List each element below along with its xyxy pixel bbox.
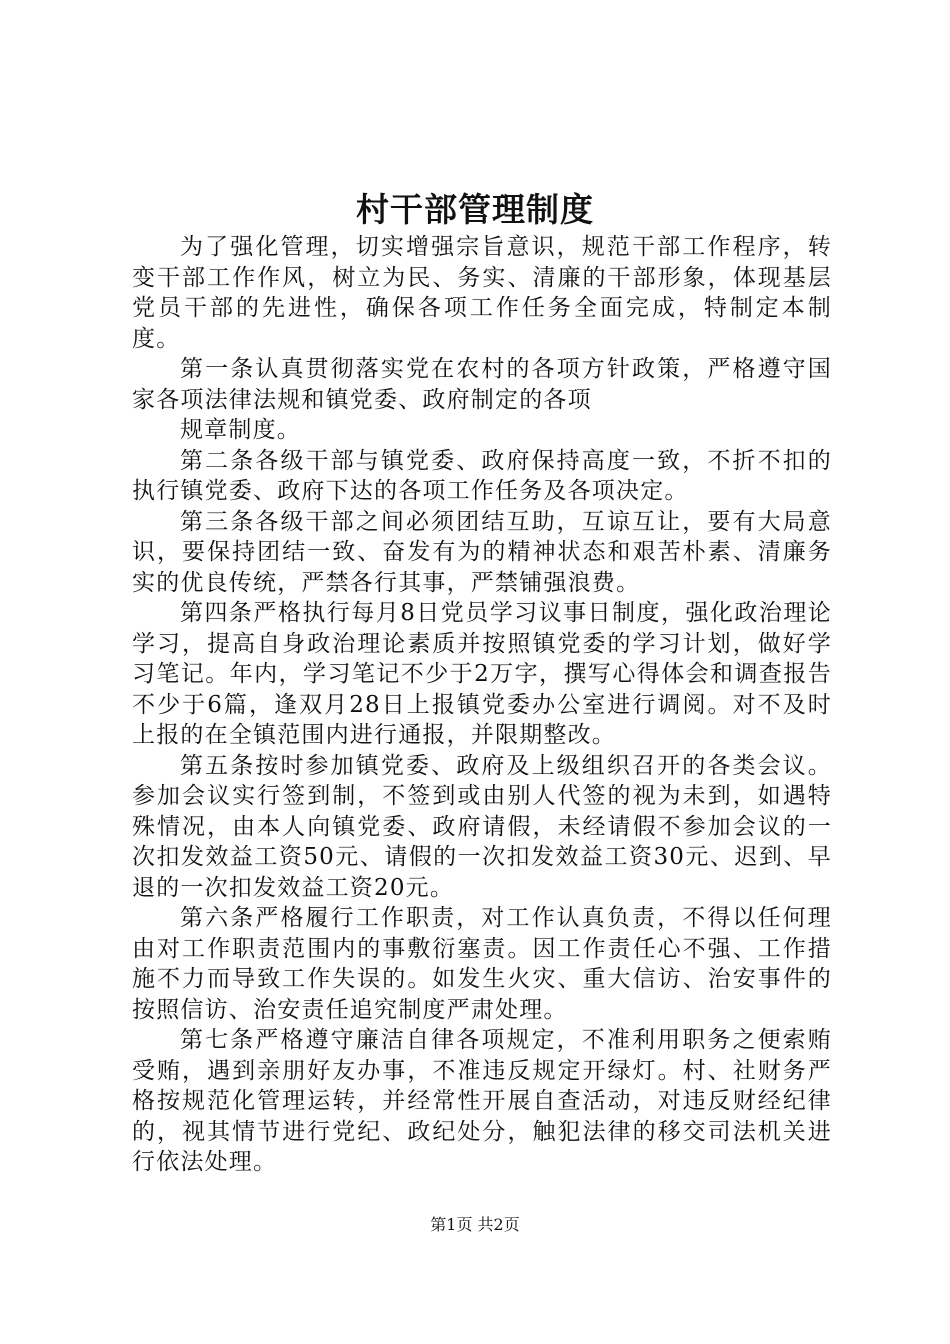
article-5-paragraph: 第五条按时参加镇党委、政府及上级组织召开的各类会议。参加会议实行签到制，不签到或由别人代签的视为未到，如遇特殊情况，由本人向镇党委、政府请假，未经请假不参加会议的一次扣发效益工资50元、请假的一次扣发效益工资30元、迟到、早退的一次扣发效益工资20元。 <box>132 752 832 901</box>
article-3-paragraph: 第三条各级干部之间必须团结互助，互谅互让，要有大局意识，要保持团结一致、奋发有为的精神状态和艰苦朴素、清廉务实的优良传统，严禁各行其事，严禁铺强浪费。 <box>132 508 832 596</box>
article-2-paragraph: 第二条各级干部与镇党委、政府保持高度一致，不折不扣的执行镇党委、政府下达的各项工作任务及各项决定。 <box>132 447 832 504</box>
article-7-paragraph: 第七条严格遵守廉洁自律各项规定，不准利用职务之便索贿受贿，遇到亲朋好友办事，不准违反规定开绿灯。村、社财务严格按规范化管理运转，并经常性开展自查活动，对违反财经纪律的，视其情节进行党纪、政纪处分，触犯法律的移交司法机关进行依法处理。 <box>132 1027 832 1175</box>
intro-paragraph: 为了强化管理，切实增强宗旨意识，规范干部工作程序，转变干部工作作风，树立为民、务实、清廉的干部形象，体现基层党员干部的先进性，确保各项工作任务全面完成，特制定本制度。 <box>132 234 832 352</box>
article-4-paragraph: 第四条严格执行每月8日党员学习议事日制度，强化政治理论学习，提高自身政治理论素质并按照镇党委的学习计划，做好学习笔记。年内，学习笔记不少于2万字，撰写心得体会和调查报告不少于6篇，逢双月28日上报镇党委办公室进行调阅。对不及时上报的在全镇范围内进行通报，并限期整改。 <box>132 600 832 748</box>
document-body <box>132 232 832 1178</box>
page-footer: 第1页 共2页 <box>430 1215 520 1234</box>
article-6-paragraph: 第六条严格履行工作职责，对工作认真负责，不得以任何理由对工作职责范围内的事敷衍塞责。因工作责任心不强、工作措施不力而导致工作失误的。如发生火灾、重大信访、治安事件的按照信访、治安责任追究制度严肃处理。 <box>132 905 832 1023</box>
article-1-continuation: 规章制度。 <box>180 417 301 443</box>
page-title: 村干部管理制度 <box>356 190 594 229</box>
article-1-paragraph: 第一条认真贯彻落实党在农村的各项方针政策，严格遵守国家各项法律法规和镇党委、政府制定的各项 <box>132 356 832 413</box>
